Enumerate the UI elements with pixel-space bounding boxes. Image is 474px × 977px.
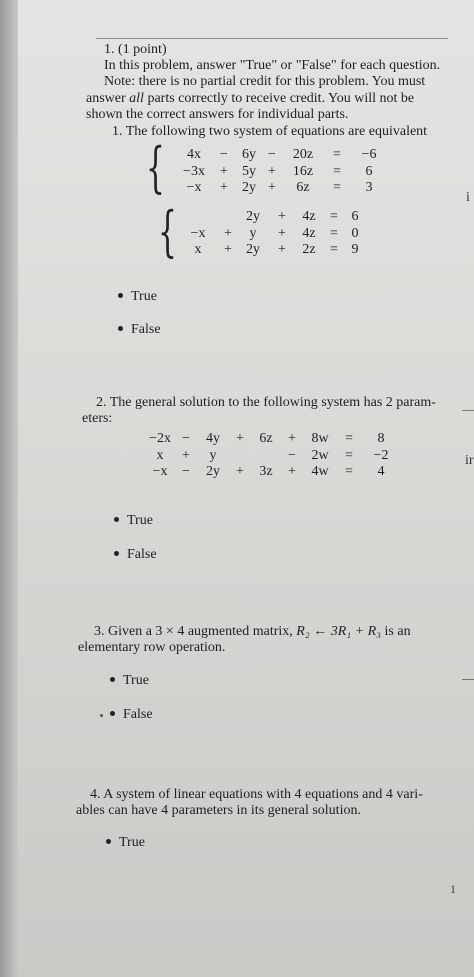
equation-term: y	[209, 447, 217, 463]
equation-term: 3z	[259, 464, 273, 479]
question-4-line-1: 4. A system of linear equations with 4 equations and 4 vari-	[90, 787, 423, 802]
equation-term: +	[268, 180, 276, 195]
equation-term: −	[288, 447, 296, 463]
instructions-line-3	[86, 91, 414, 108]
equation-term: +	[236, 464, 244, 479]
q4-option-true[interactable]	[106, 835, 145, 851]
equation-term: 4z	[302, 225, 316, 241]
equation-term: 6z	[259, 431, 273, 446]
equation-term: y	[249, 225, 257, 241]
equation-term: +	[278, 209, 286, 224]
equation-term: −	[220, 147, 228, 162]
equation-term: −x	[190, 225, 206, 241]
equation-term: 2y	[246, 242, 260, 257]
equation-term: 8w	[311, 431, 329, 446]
q2-option-false[interactable]	[114, 547, 157, 563]
equation-term: −x	[152, 464, 168, 479]
q3-option-true[interactable]	[110, 673, 149, 689]
question-2-line-2: eters:	[82, 411, 113, 426]
equation-term: x	[156, 447, 164, 463]
equation-term: +	[288, 431, 296, 446]
equation-term: +	[278, 225, 286, 241]
q4-option-true-label: True	[119, 835, 145, 850]
question-2-line-1: 2. The general solution to the following system has 2 param-	[96, 395, 436, 410]
q3-option-true-label: True	[123, 673, 149, 688]
equation-term: =	[330, 225, 338, 241]
equation-term: 5y	[242, 163, 256, 179]
note-text: there is no partial credit for this problem. You must	[135, 74, 426, 89]
equation-term: =	[345, 431, 353, 446]
equation-term: −x	[186, 180, 202, 195]
equation-term: =	[333, 180, 341, 195]
equation-term: 4	[377, 464, 385, 479]
equation-term: 4z	[302, 209, 316, 224]
equation-term: +	[220, 163, 228, 179]
q2-option-true[interactable]	[114, 513, 153, 529]
q1-option-false[interactable]	[118, 322, 161, 338]
bullet-icon	[110, 711, 115, 716]
edge-mark-1: i	[466, 190, 470, 205]
equation-term: 0	[351, 225, 359, 241]
instructions-emphasis-all: all	[129, 91, 144, 106]
equation-term: =	[330, 242, 338, 257]
stray-mark	[100, 714, 103, 717]
instructions-line-1: In this problem, answer "True" or "False" for each question.	[104, 58, 441, 73]
equation-term: +	[220, 180, 228, 195]
equation-term: 2z	[302, 242, 316, 257]
equation-term: −6	[361, 147, 377, 162]
equation-term: 4x	[187, 147, 201, 162]
equation-term: 2y	[242, 180, 256, 195]
q1-option-true-label: True	[131, 289, 157, 304]
problem-title: 1. (1 point)	[104, 42, 167, 57]
q2-option-false-label: False	[127, 547, 157, 562]
equation-term: 20z	[292, 147, 314, 162]
bullet-icon	[114, 551, 119, 556]
question-3-line-2: elementary row operation.	[78, 640, 226, 655]
question-3-line-1	[94, 624, 411, 641]
instructions-line-2	[104, 74, 425, 91]
equation-term: 6y	[242, 147, 256, 162]
question-1-text: 1. The following two system of equations are equivalent	[112, 124, 428, 139]
question-3-text-a: 3. Given a 3 × 4 augmented matrix,	[94, 624, 297, 639]
instructions-text-a: answer	[86, 91, 130, 106]
row-operation: R₂ ← 3R₁ + R₃	[296, 624, 382, 639]
bullet-icon	[106, 839, 111, 844]
q1-option-false-label: False	[131, 322, 161, 337]
equation-term: 6	[351, 209, 359, 224]
equation-term: +	[224, 242, 232, 257]
equation-term: 6	[365, 163, 373, 179]
equation-term: 2y	[246, 209, 260, 224]
note-label: Note:	[104, 74, 136, 89]
equation-term: =	[330, 209, 338, 224]
system-1-brace: {	[146, 136, 165, 199]
equation-term: −3x	[183, 163, 205, 179]
page-edge-shadow	[0, 0, 18, 977]
equation-term: =	[345, 464, 353, 479]
equation-term: 2w	[311, 447, 329, 463]
equation-term: +	[268, 163, 276, 179]
edge-mark-2: ir	[465, 453, 474, 468]
equation-term: +	[278, 242, 286, 257]
equation-term: =	[333, 163, 341, 179]
question-3-text-b: is an	[381, 624, 411, 639]
equation-term: +	[236, 431, 244, 446]
equation-term: =	[345, 447, 353, 463]
bullet-icon	[118, 293, 123, 298]
equation-term: =	[333, 147, 341, 162]
equation-term: 16z	[292, 163, 314, 179]
equation-term: −2	[373, 447, 389, 463]
page-number: 1	[450, 882, 456, 896]
equation-term: 8	[377, 431, 385, 446]
equation-term: x	[194, 242, 202, 257]
equation-term: 9	[351, 242, 359, 257]
bullet-icon	[110, 677, 115, 682]
q3-option-false-label: False	[123, 707, 153, 722]
equation-term: −	[182, 464, 190, 479]
equation-term: −	[268, 147, 276, 162]
system-2-brace: {	[158, 200, 177, 263]
question-4-line-2: ables can have 4 parameters in its general solution.	[76, 803, 361, 818]
equation-term: −	[182, 431, 190, 446]
equation-term: 6z	[296, 180, 310, 195]
equation-term: 2y	[206, 464, 220, 479]
equation-term: −2x	[149, 431, 171, 446]
bullet-icon	[118, 326, 123, 331]
edge-dash-2	[462, 679, 474, 680]
q2-option-true-label: True	[127, 513, 153, 528]
instructions-text-b: parts correctly to receive credit. You will not be	[143, 91, 415, 106]
top-divider	[96, 38, 448, 39]
instructions-line-4: shown the correct answers for individual parts.	[86, 107, 349, 122]
equation-term: +	[182, 447, 190, 463]
equation-term: 4y	[206, 431, 220, 446]
q3-option-false[interactable]	[110, 707, 153, 723]
edge-dash-1	[462, 410, 474, 411]
bullet-icon	[114, 517, 119, 522]
equation-term: 3	[365, 180, 373, 195]
equation-term: 4w	[311, 464, 329, 479]
q1-option-true[interactable]	[118, 289, 157, 305]
equation-term: +	[224, 225, 232, 241]
equation-term: +	[288, 464, 296, 479]
